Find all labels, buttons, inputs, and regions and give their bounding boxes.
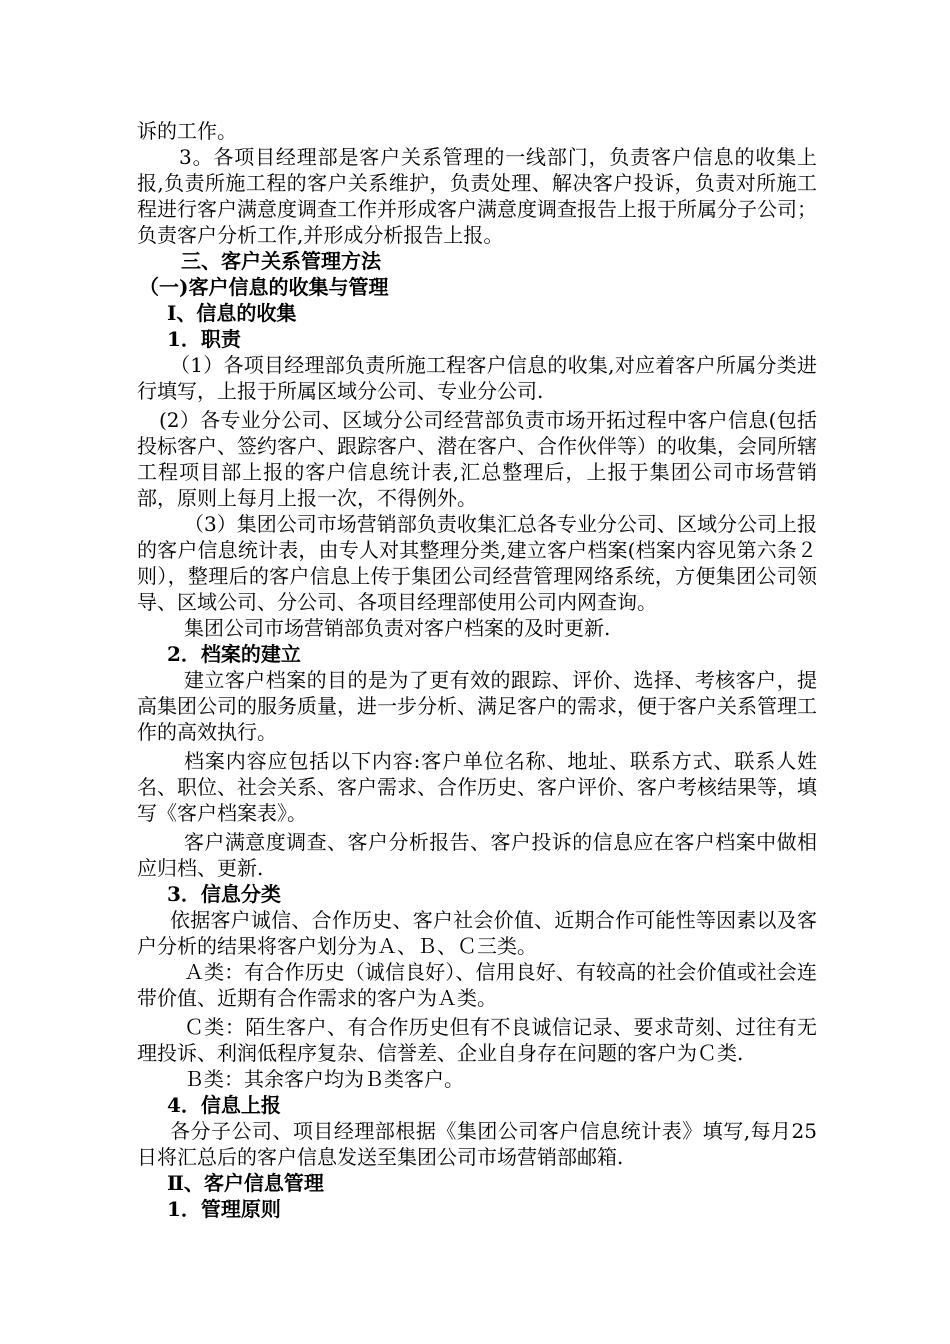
paragraph: 建立客户档案的目的是为了更有效的跟踪、评价、选择、考核客户，提高集团公司的服务质量，进一步分析、满足客户的需求，便于客户关系管理工作的高效执行。 [137, 668, 817, 744]
subsection-heading: Ⅱ、客户信息管理 [167, 1171, 324, 1195]
item-heading: 1．管理原则 [167, 1197, 281, 1221]
paragraph: 3。各项目经理部是客户关系管理的一线部门，负责客户信息的收集上报,负责所施工程的客户关系维护，负责处理、解决客户投诉，负责对所施工程进行客户满意度调查工作并形成客户满意度调查报告上报于所属分子公司；负责客户分析工作,并形成分析报告上报。 [137, 145, 817, 247]
paragraph: 依据客户诚信、合作历史、客户社会价值、近期合作可能性等因素以及客户分析的结果将客户划分为Ａ、Ｂ、Ｃ三类。 [137, 908, 817, 958]
paragraph: 档案内容应包括以下内容:客户单位名称、地址、联系方式、联系人姓名、职位、社会关系、客户需求、合作历史、客户评价、客户考核结果等，填写《客户档案表》。 [137, 749, 817, 825]
paragraph: (2）各专业分公司、区域分公司经营部负责市场开拓过程中客户信息(包括投标客户、签约客户、跟踪客户、潜在客户、合作伙伴等）的收集，会同所辖工程项目部上报的客户信息统计表,汇总整理后，上报于集团公司市场营销部，原则上每月上报一次，不得例外。 [137, 408, 817, 510]
item-heading: 3．信息分类 [167, 882, 281, 906]
item-heading: 1．职责 [167, 327, 241, 351]
subsection-heading: Ⅰ、信息的收集 [167, 301, 297, 325]
paragraph: 诉的工作。 [137, 119, 237, 143]
paragraph: 客户满意度调查、客户分析报告、客户投诉的信息应在客户档案中做相应归档、更新. [137, 830, 817, 880]
paragraph: Ｂ类：其余客户均为Ｂ类客户。 [184, 1067, 464, 1091]
paragraph: 集团公司市场营销部负责对客户档案的及时更新. [184, 616, 611, 640]
paragraph: 各分子公司、项目经理部根据《集团公司客户信息统计表》填写,每月25日将汇总后的客户信息发送至集团公司市场营销部邮箱. [137, 1119, 817, 1169]
paragraph: （3）集团公司市场营销部负责收集汇总各专业分公司、区域分公司上报的客户信息统计表，由专人对其整理分类,建立客户档案(档案内容见第六条２则），整理后的客户信息上传于集团公司经营管理网络系统，方便集团公司领导、区域公司、分公司、各项目经理部使用公司内网查询。 [137, 512, 817, 614]
item-heading: 4．信息上报 [167, 1093, 281, 1117]
item-heading: 2．档案的建立 [167, 642, 301, 666]
document-body [137, 118, 817, 1222]
subsection-heading: （一)客户信息的收集与管理 [139, 275, 389, 299]
section-heading: 三、客户关系管理方法 [181, 249, 381, 273]
paragraph: Ａ类：有合作历史（诚信良好）、信用良好、有较高的社会价值或社会连带价值、近期有合作需求的客户为Ａ类。 [137, 960, 817, 1010]
paragraph: （1）各项目经理部负责所施工程客户信息的收集,对应着客户所属分类进行填写，上报于所属区域分公司、专业分公司. [137, 353, 817, 403]
paragraph: Ｃ类：陌生客户、有合作历史但有不良诚信记录、要求苛刻、过往有无理投诉、利润低程序复杂、信誉差、企业自身存在问题的客户为Ｃ类. [137, 1015, 817, 1065]
